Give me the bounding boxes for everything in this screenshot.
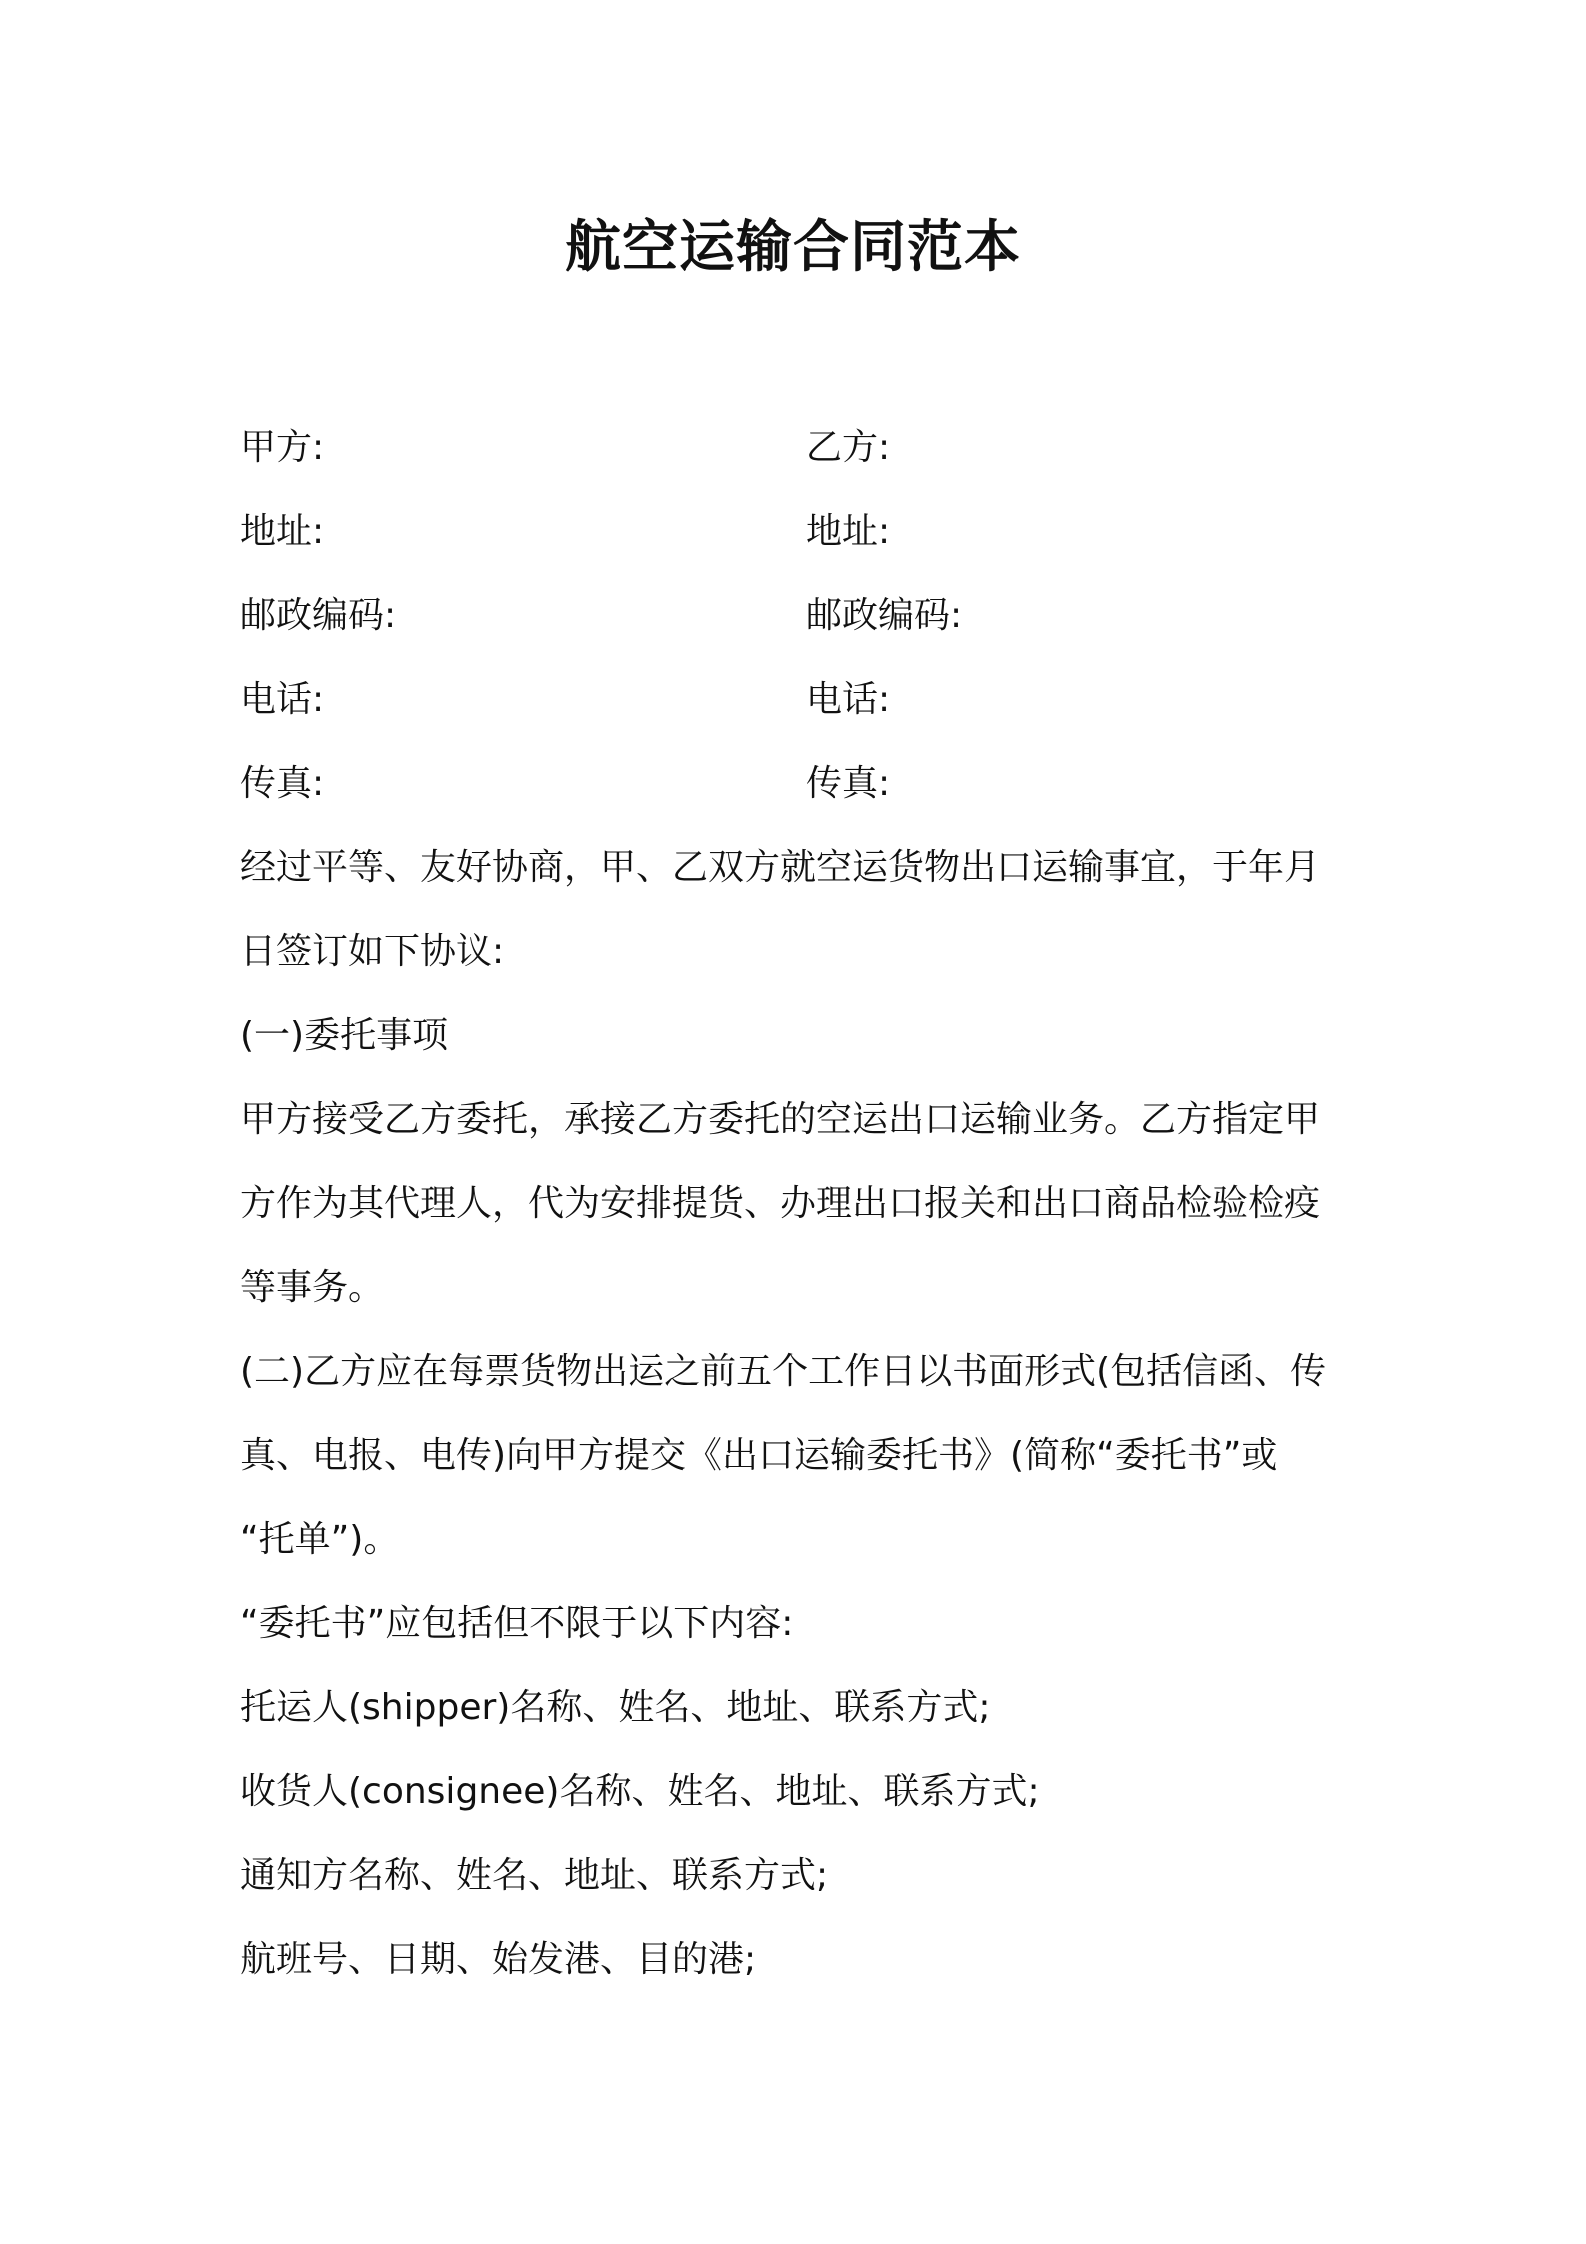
party-row-postcode [240, 574, 1350, 658]
party-a-postcode-label: 邮政编码: [240, 595, 397, 636]
document-title: 航空运输合同范本 [565, 215, 1021, 280]
list-item: 航班号、日期、始发港、目的港; [240, 1939, 757, 1980]
list-item: 托运人(shipper)名称、姓名、地址、联系方式; [240, 1687, 991, 1728]
body-line: 日签订如下协议: [240, 931, 505, 972]
party-row-fax [240, 742, 1350, 826]
party-a-phone-label: 电话: [240, 679, 325, 720]
document-body [240, 406, 1350, 2002]
party-b-address-label: 地址: [806, 511, 891, 552]
list-item: 收货人(consignee)名称、姓名、地址、联系方式; [240, 1771, 1040, 1812]
body-line: “委托书”应包括但不限于以下内容: [240, 1603, 794, 1644]
party-a-name-label: 甲方: [240, 427, 325, 468]
party-b-name-label: 乙方: [806, 427, 891, 468]
list-item: 通知方名称、姓名、地址、联系方式; [240, 1855, 829, 1896]
body-line: (二)乙方应在每票货物出运之前五个工作日以书面形式(包括信函、传 [240, 1351, 1327, 1392]
body-line: 真、电报、电传)向甲方提交《出口运输委托书》(简称“委托书”或 [240, 1435, 1278, 1476]
section-heading: (一)委托事项 [240, 1015, 449, 1056]
party-row-name [240, 406, 1350, 490]
party-b-postcode-label: 邮政编码: [806, 595, 963, 636]
party-a-fax-label: 传真: [240, 763, 325, 804]
body-line: 经过平等、友好协商，甲、乙双方就空运货物出口运输事宜，于年月 [240, 847, 1321, 888]
body-line: 等事务。 [240, 1267, 385, 1308]
party-row-address [240, 490, 1350, 574]
body-line: “托单”)。 [240, 1519, 400, 1560]
party-b-fax-label: 传真: [806, 763, 891, 804]
body-line: 方作为其代理人，代为安排提货、办理出口报关和出口商品检验检疫 [240, 1183, 1321, 1224]
party-row-phone [240, 658, 1350, 742]
body-line: 甲方接受乙方委托，承接乙方委托的空运出口运输业务。乙方指定甲 [240, 1099, 1321, 1140]
party-b-phone-label: 电话: [806, 679, 891, 720]
party-a-address-label: 地址: [240, 511, 325, 552]
